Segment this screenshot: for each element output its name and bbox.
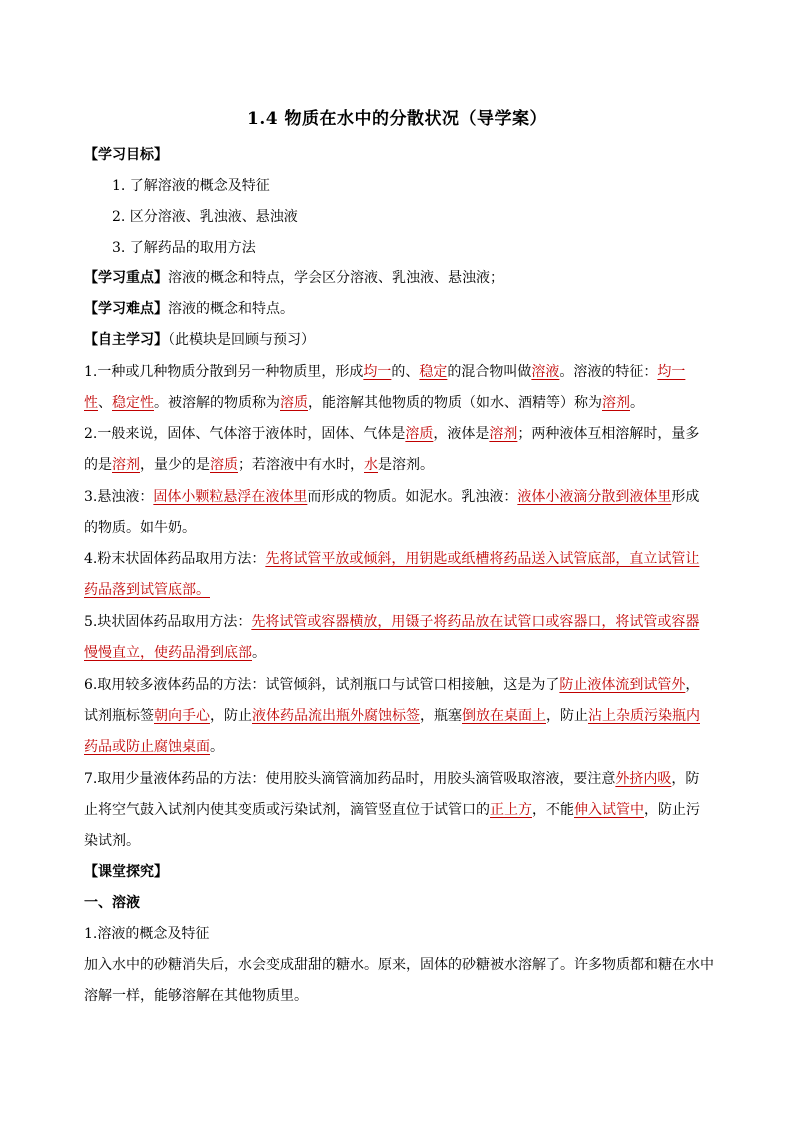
objective-item: 2. 区分溶液、乳浊液、悬浊液 [112, 209, 298, 225]
answer-text: 先将试管或容器横放，用镊子将药品放在试管口或容器口，将试管或容器 [251, 614, 700, 630]
answer-text: 水 [364, 457, 378, 473]
question-7-line-2 [84, 800, 700, 820]
question-text: 的是 [84, 457, 112, 473]
question-text: 的混合物叫做 [447, 364, 532, 380]
question-text: 4.粉末状固体药品取用方法： [84, 551, 266, 567]
question-text: 2.一般来说，固体、气体溶于液体时，固体、气体是 [84, 426, 406, 442]
question-4-line-2 [84, 580, 210, 600]
question-6-line-2 [84, 706, 700, 726]
question-text: 的物质。如牛奶。 [84, 520, 196, 536]
question-text: 5.块状固体药品取用方法： [84, 614, 252, 630]
answer-text: 溶质 [210, 457, 238, 473]
page-title: 1.4 物质在水中的分散状况（导学案） [247, 109, 547, 129]
answer-text: 外挤内吸 [615, 771, 672, 787]
answer-text: 药品落到试管底部。 [84, 582, 210, 598]
question-text: 7.取用少量液体药品的方法：使用胶头滴管滴加药品时，用胶头滴管吸取溶液，要注意 [84, 771, 616, 787]
answer-text: 慢慢直立，使药品滑到底部 [84, 645, 252, 661]
question-text: ，瓶塞 [420, 708, 462, 724]
question-text: 。 [630, 395, 644, 411]
answer-text: 先将试管平放或倾斜，用钥匙或纸槽将药品送入试管底部，直立试管让 [265, 551, 700, 567]
question-text: 而形成的物质。如泥水。乳浊液： [307, 489, 518, 505]
question-text: 止将空气鼓入试剂内使其变质或污染试剂，滴管竖直位于试管口的 [84, 802, 490, 818]
question-text: ，量少的是 [140, 457, 210, 473]
question-3-line-2 [84, 518, 196, 538]
answer-text: 稳定性 [112, 395, 154, 411]
objective-item: 3. 了解药品的取用方法 [112, 240, 256, 256]
question-4-line-1 [84, 549, 699, 569]
difficult-points-line [84, 299, 294, 319]
question-text: ；两种液体互相溶解时，量多 [517, 426, 700, 442]
key-points-line [84, 268, 504, 288]
question-1-line-1 [84, 362, 685, 382]
difficult-points-label: 【学习难点】 [84, 301, 168, 317]
question-text: 。 [210, 739, 224, 755]
subsection-heading: 1.溶液的概念及特征 [84, 926, 210, 942]
question-text: ，能溶解其他物质的物质（如水、酒精等）称为 [308, 395, 602, 411]
question-text: 形成 [671, 489, 700, 505]
self-study-label: 【自主学习】 [84, 332, 168, 348]
answer-text: 溶质 [280, 395, 308, 411]
question-6-line-1 [84, 675, 699, 695]
answer-text: 倒放在桌面上 [462, 708, 546, 724]
question-2-line-1 [84, 424, 699, 444]
objectives-heading: 【学习目标】 [84, 147, 168, 163]
answer-text: 均一 [363, 364, 392, 380]
difficult-points-text: 溶液的概念和特点。 [168, 301, 294, 317]
question-7-line-3 [84, 831, 140, 851]
question-2-line-2 [84, 455, 434, 475]
question-text: 的、 [391, 364, 420, 380]
question-text: 6.取用较多液体药品的方法：试管倾斜，试剂瓶口与试管口相接触，这是为了 [84, 677, 560, 693]
answer-text: 液体小液滴分散到液体里 [517, 489, 672, 505]
answer-text: 溶剂 [112, 457, 140, 473]
key-points-text: 溶液的概念和特点，学会区分溶液、乳浊液、悬浊液； [168, 270, 504, 286]
question-text: 。被溶解的物质称为 [154, 395, 280, 411]
question-text: ，防 [671, 771, 700, 787]
question-text: 3.悬浊液： [84, 489, 154, 505]
question-text: 是溶剂。 [378, 457, 434, 473]
question-text: 1.一种或几种物质分散到另一种物质里，形成 [84, 364, 364, 380]
answer-text: 正上方 [490, 802, 532, 818]
question-3-line-1 [84, 487, 699, 507]
answer-text: 沾上杂质污染瓶内 [588, 708, 700, 724]
answer-text: 溶剂 [489, 426, 518, 442]
question-text: ，防止 [210, 708, 252, 724]
self-study-note: （此模块是回顾与预习） [168, 332, 315, 348]
question-text: ；若溶液中有水时， [238, 457, 364, 473]
key-points-label: 【学习重点】 [84, 270, 168, 286]
section-heading: 一、溶液 [84, 895, 140, 911]
question-5-line-1 [84, 612, 699, 632]
question-text: ，防止 [546, 708, 588, 724]
answer-text: 朝向手心 [154, 708, 210, 724]
self-study-line [84, 330, 315, 350]
answer-text: 伸入试管中 [574, 802, 644, 818]
objective-item: 1. 了解溶液的概念及特征 [112, 178, 270, 194]
answer-text: 药品或防止腐蚀桌面 [84, 739, 210, 755]
class-explore-label: 【课堂探究】 [84, 864, 168, 880]
answer-text: 防止液体流到试管外 [559, 677, 686, 693]
body-paragraph-line: 溶解一样，能够溶解在其他物质里。 [84, 988, 308, 1004]
question-text: 。溶液的特征： [559, 364, 658, 380]
question-7-line-1 [84, 769, 699, 789]
question-text: ，液体是 [433, 426, 490, 442]
question-text: 。 [252, 645, 266, 661]
question-text: ，不能 [532, 802, 574, 818]
answer-text: 稳定 [419, 364, 448, 380]
question-text: ， [685, 677, 700, 693]
question-5-line-2 [84, 643, 266, 663]
question-text: 染试剂。 [84, 833, 140, 849]
answer-text: 性 [84, 395, 98, 411]
answer-text: 液体药品流出瓶外腐蚀标签 [252, 708, 420, 724]
body-paragraph-line: 加入水中的砂糖消失后，水会变成甜甜的糖水。原来，固体的砂糖被水溶解了。许多物质都和糖在水中 [84, 957, 714, 973]
answer-text: 均一 [657, 364, 686, 380]
question-text: 试剂瓶标签 [84, 708, 154, 724]
answer-text: 固体小颗粒悬浮在液体里 [153, 489, 308, 505]
question-text: ，防止污 [644, 802, 700, 818]
question-1-line-2 [84, 393, 644, 413]
answer-text: 溶剂 [602, 395, 630, 411]
question-6-line-3 [84, 737, 224, 757]
answer-text: 溶液 [531, 364, 560, 380]
question-text: 、 [98, 395, 112, 411]
answer-text: 溶质 [405, 426, 434, 442]
